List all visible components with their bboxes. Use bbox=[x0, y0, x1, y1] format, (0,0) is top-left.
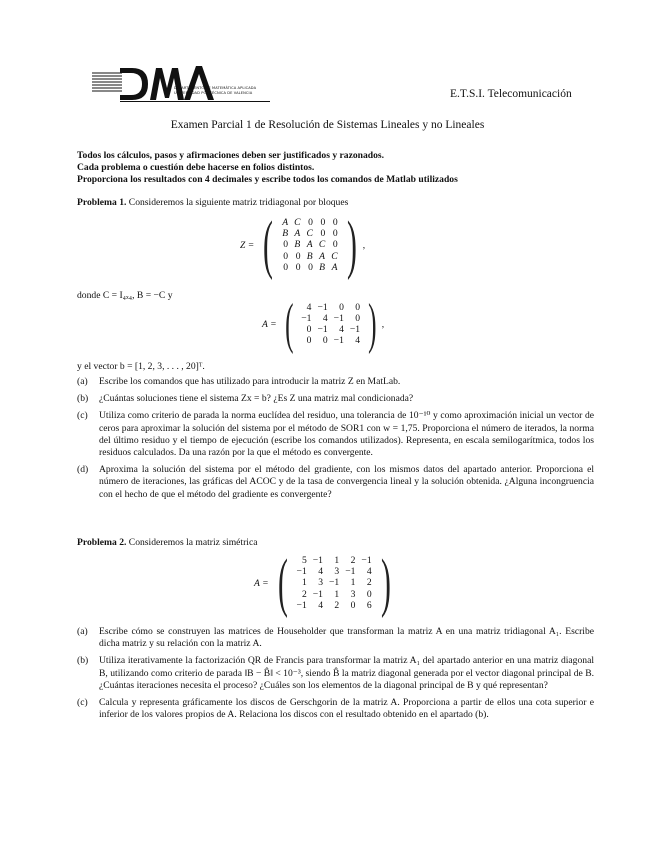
logo-underline bbox=[120, 101, 270, 102]
matrix-cell: 0 bbox=[355, 301, 361, 313]
matrix-cell: −1 bbox=[296, 599, 307, 611]
matrix-cell: 0 bbox=[320, 228, 326, 240]
matrix-row bbox=[298, 324, 363, 335]
matrix-cell: −1 bbox=[328, 577, 340, 589]
matrix-cell: A bbox=[331, 261, 338, 273]
instruction-line: Cada problema o cuestión debe hacerse en folios distintos. bbox=[77, 162, 315, 174]
matrix-cell: 4 bbox=[339, 324, 344, 335]
matrix-cell: 4 bbox=[318, 599, 323, 611]
problem1-heading: Problema 1. bbox=[77, 197, 127, 208]
matrix-row bbox=[294, 566, 375, 577]
list-item bbox=[77, 393, 594, 405]
item-text: Utiliza iterativamente la factorización QR de Francis para transformar la matriz A₁ del apartado anterior en una matriz diagonal B, utilizando como criterio de parada ‖B − B̂‖ < 10⁻³, siendo B̂ la matriz diagonal generada por el vector diagonal principal de B. ¿Cuántas iteraciones necesita el proceso? ¿Cuáles son los elementos de la diagonal principal de B y qué representan? bbox=[99, 655, 594, 691]
problem1-intro bbox=[77, 197, 587, 209]
matrix-cell: B bbox=[294, 239, 301, 251]
matrix-cell: 1 bbox=[334, 554, 340, 566]
exam-title: Examen Parcial 1 de Resolución de Sistemas Lineales y no Lineales bbox=[170, 119, 485, 131]
matrix-cell: 0 bbox=[332, 239, 338, 251]
matrix-cell: 0 bbox=[308, 261, 313, 273]
matrix-cell: 4 bbox=[366, 566, 372, 578]
matrix-cell: 0 bbox=[350, 599, 356, 611]
item-text: Escribe los comandos que has utilizado para introducir la matriz Z en MatLab. bbox=[99, 376, 401, 387]
matrix-z-body bbox=[279, 217, 341, 273]
matrix-cell: 3 bbox=[334, 566, 340, 578]
matrix-cell: A bbox=[282, 216, 289, 228]
matrix-a2: A = ( 5 −1 1 2 −1 −1 4 3 −1 4 1 3 −1 1 2 2 −1 1 3 0 −1 4 2 0 6 ) bbox=[254, 546, 391, 619]
matrix-cell: 0 bbox=[306, 335, 312, 347]
item-label: (c) bbox=[77, 410, 88, 422]
matrix-cell: B bbox=[319, 261, 326, 273]
matrix-cell: 0 bbox=[332, 216, 338, 228]
problem2-intro-text: Consideremos la matriz simétrica bbox=[128, 537, 258, 548]
matrix-cell: 0 bbox=[366, 588, 372, 600]
matrix-row bbox=[279, 239, 341, 250]
matrix-row bbox=[294, 577, 375, 588]
item-text: Aproxima la solución del sistema por el método del gradiente, con los mismos datos del apartado anterior. Proporciona el número de iteraciones, las gráficas del ACOC y de la tasa de convergencia lineal y la solución obtenida. ¿Alguna incongruencia con el hecho de que el método del gradiente es convergente? bbox=[99, 464, 594, 500]
matrix-row bbox=[279, 251, 341, 262]
matrix-cell: 0 bbox=[339, 301, 344, 313]
dma-logo bbox=[92, 64, 292, 104]
item-text: Escribe cómo se construyen las matrices de Householder que transforman la matriz A en una matriz tridiagonal A₁. Escribe dicha matriz y su relación con la matriz A. bbox=[99, 626, 594, 650]
matrix-cell: A bbox=[319, 250, 326, 262]
matrix-row bbox=[294, 600, 375, 611]
item-label: (d) bbox=[77, 464, 89, 476]
matrix-cell: B bbox=[282, 228, 289, 240]
matrix-z-suffix: , bbox=[362, 239, 366, 251]
instruction-line: Proporciona los resultados con 4 decimales y escribe todos los comandos de Matlab utilizados bbox=[77, 174, 458, 186]
matrix-cell: C bbox=[294, 216, 301, 228]
matrix-cell: −1 bbox=[349, 324, 361, 335]
matrix-cell: −1 bbox=[312, 554, 323, 566]
matrix-cell: 3 bbox=[350, 588, 356, 600]
matrix-cell: 2 bbox=[366, 577, 372, 589]
item-text: Utiliza como criterio de parada la norma euclídea del residuo, una tolerancia de 10⁻¹⁰ y como aproximación inicial un vector de ceros para aproximar la solución del sistema por el método de SOR1 con w = 1,75. Proporciona el número de iterados, la norma del último residuo y el tiempo de ejecución (escribe los comandos utilizados). Representa, en escala semilogarítmica, todos los residuos calculados. Da una razón por la que el método es convergente. bbox=[99, 410, 594, 459]
matrix-cell: 0 bbox=[332, 228, 338, 240]
school-name: E.T.S.I. Telecomunicación bbox=[450, 88, 572, 100]
matrix-cell: −1 bbox=[301, 312, 312, 324]
list-item bbox=[77, 464, 594, 501]
matrix-cell: 2 bbox=[350, 554, 356, 566]
matrix-a1-suffix: , bbox=[381, 318, 385, 330]
matrix-cell: 0 bbox=[295, 250, 301, 262]
matrix-cell: 0 bbox=[283, 261, 289, 273]
matrix-cell: −1 bbox=[333, 335, 344, 347]
item-text: ¿Cuántas soluciones tiene el sistema Zx = b? ¿Es Z una matriz mal condicionada? bbox=[99, 393, 414, 405]
matrix-cell: 0 bbox=[295, 261, 301, 273]
matrix-cell: 0 bbox=[322, 335, 328, 347]
matrix-cell: 0 bbox=[306, 324, 312, 335]
logo-text-line1: DEPARTAMENTO DE MATEMÁTICA APLICADA bbox=[174, 86, 257, 90]
item-text: Calcula y representa gráficamente los discos de Gerschgorin de la matriz A. Proporciona a partir de ellos una cota superior e inferior de los valores propios de A. Relaciona los discos con el resultado obtenido en el apartado (b). bbox=[99, 697, 594, 721]
matrix-row bbox=[279, 262, 341, 273]
matrix-row bbox=[298, 302, 363, 313]
matrix-cell: 4 bbox=[306, 301, 312, 313]
problem1-items bbox=[77, 376, 594, 501]
matrix-cell: 1 bbox=[334, 588, 340, 600]
matrix-cell: C bbox=[306, 228, 313, 240]
matrix-cell: 0 bbox=[355, 312, 361, 324]
matrix-a1-body bbox=[298, 302, 363, 347]
item-label: (a) bbox=[77, 376, 88, 387]
list-item bbox=[77, 376, 594, 388]
matrix-cell: B bbox=[306, 250, 313, 262]
matrix-row bbox=[294, 555, 375, 566]
matrix-cell: −1 bbox=[317, 301, 328, 313]
problem2-heading: Problema 2. bbox=[77, 537, 127, 548]
problem1-intro-text: Consideremos la siguiente matriz tridiagonal por bloques bbox=[128, 197, 349, 208]
matrix-a2-label: A = bbox=[254, 577, 269, 589]
item-label: (a) bbox=[77, 626, 88, 637]
instruction-line: Todos los cálculos, pasos y afirmaciones deben ser justificados y razonados. bbox=[77, 150, 385, 161]
matrix-cell: −1 bbox=[333, 312, 344, 324]
logo-text-line2: UNIVERSIDAD POLITÉCNICA DE VALENCIA bbox=[174, 91, 253, 95]
matrix-row bbox=[279, 217, 341, 228]
matrix-cell: 2 bbox=[301, 588, 307, 600]
matrix-cell: 1 bbox=[301, 577, 307, 589]
instructions bbox=[77, 150, 597, 187]
matrix-a1-label: A = bbox=[262, 318, 277, 330]
matrix-cell: 4 bbox=[318, 566, 323, 578]
matrix-cell: −1 bbox=[345, 566, 356, 578]
problem2-intro bbox=[77, 537, 587, 549]
vector-line: y el vector b = [1, 2, 3, . . . , 20]ᵀ. bbox=[77, 361, 205, 372]
matrix-cell: 4 bbox=[355, 335, 361, 347]
list-item bbox=[77, 655, 594, 692]
list-item bbox=[77, 626, 594, 650]
matrix-cell: −1 bbox=[361, 554, 372, 566]
matrix-cell: A bbox=[306, 239, 313, 251]
matrix-cell: 6 bbox=[366, 599, 372, 611]
dma-logo-graphic bbox=[92, 64, 292, 104]
matrix-cell: 0 bbox=[320, 216, 326, 228]
matrix-cell: 4 bbox=[322, 312, 328, 324]
matrix-cell: 3 bbox=[318, 577, 323, 589]
matrix-cell: 2 bbox=[334, 599, 340, 611]
item-label: (b) bbox=[77, 655, 89, 667]
problem2-items bbox=[77, 626, 594, 721]
matrix-cell: −1 bbox=[317, 324, 328, 335]
matrix-cell: 1 bbox=[350, 577, 356, 589]
matrix-a1: A = ( 4 −1 0 0 −1 4 −1 0 0 −1 4 −1 0 0 −1 4 ) , bbox=[262, 293, 385, 355]
matrix-cell: 0 bbox=[283, 250, 289, 262]
matrix-z: Z = ( A C 0 0 0 B A C 0 0 0 B A C 0 0 0 B A C 0 0 0 B A ) , bbox=[240, 208, 366, 281]
matrix-row bbox=[294, 589, 375, 600]
donde-line: donde C = I₄ₓ₄, B = −C y bbox=[77, 290, 173, 301]
item-label: (c) bbox=[77, 697, 88, 709]
item-label: (b) bbox=[77, 393, 89, 405]
matrix-cell: 0 bbox=[283, 239, 289, 251]
matrix-cell: −1 bbox=[312, 588, 323, 600]
matrix-cell: C bbox=[318, 239, 326, 251]
matrix-cell: −1 bbox=[296, 566, 307, 578]
matrix-a2-body bbox=[294, 555, 375, 611]
list-item bbox=[77, 410, 594, 459]
matrix-row bbox=[298, 313, 363, 324]
matrix-cell: 5 bbox=[301, 554, 307, 566]
matrix-cell: A bbox=[294, 228, 301, 240]
matrix-cell: C bbox=[331, 250, 338, 262]
matrix-cell: 0 bbox=[308, 216, 313, 228]
matrix-row bbox=[298, 335, 363, 346]
list-item bbox=[77, 697, 594, 721]
matrix-z-label: Z = bbox=[240, 239, 255, 251]
matrix-row bbox=[279, 228, 341, 239]
